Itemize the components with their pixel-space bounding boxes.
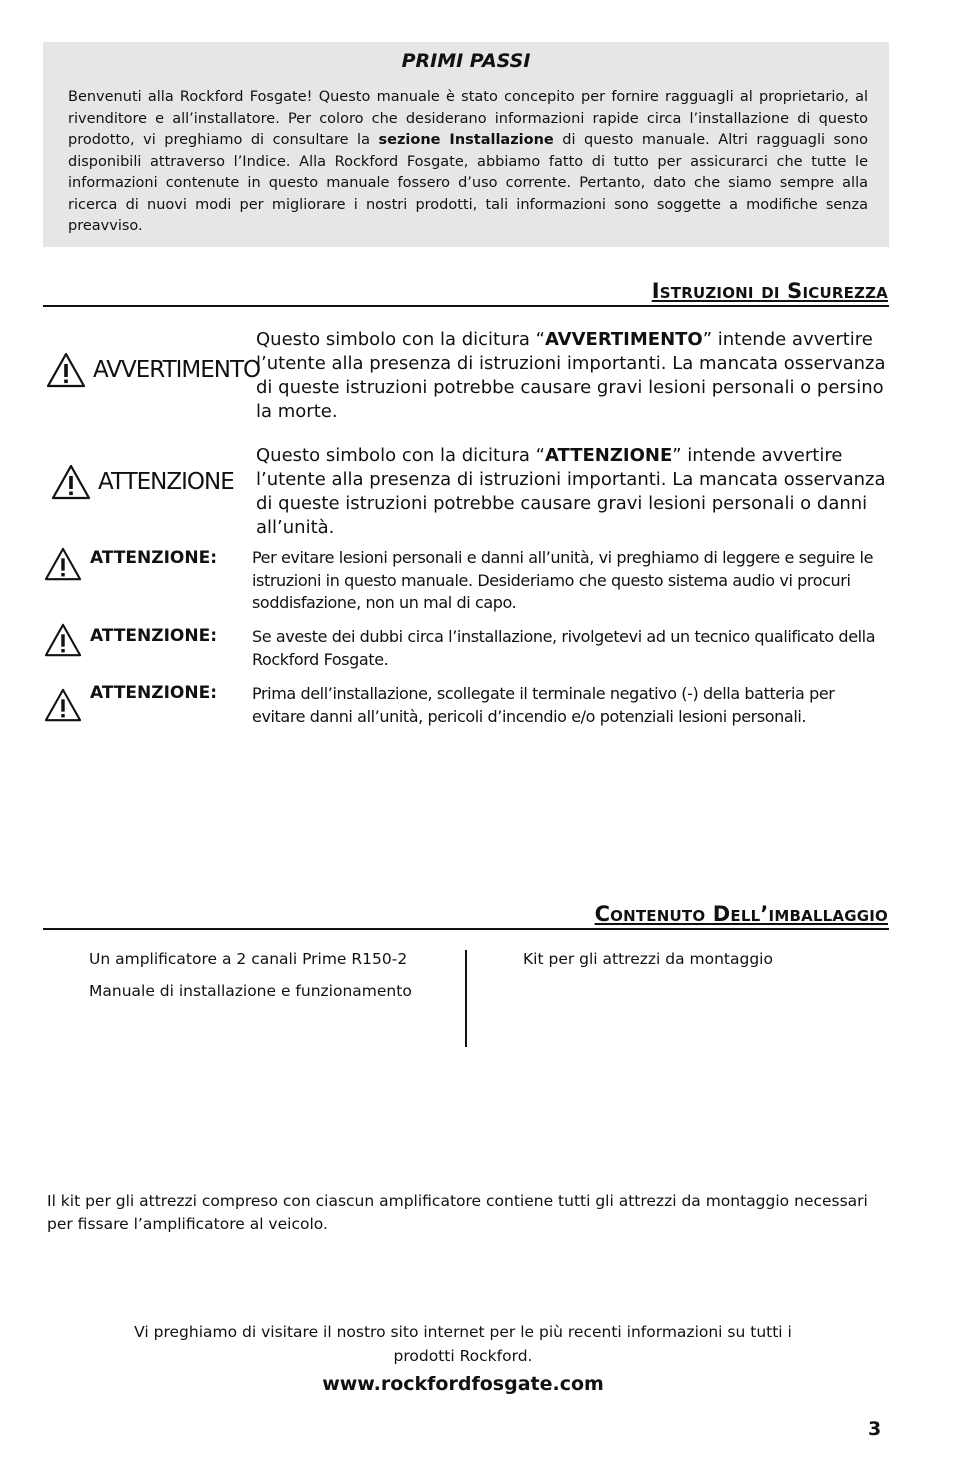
kit-note: Il kit per gli attrezzi compreso con ciascun amplificatore contiene tutti gli attrezzi da montaggio necessari per fissare l’amplificatore al veicolo. (47, 1192, 868, 1233)
warning-triangle-icon (43, 622, 83, 658)
intro-text-bold: sezione Installazione (378, 132, 554, 148)
caution-label: ATTENZIONE: (90, 683, 218, 703)
intro-text-part1: Benvenuti alla Rockford Fosgate! Questo manuale è stato concepito per fornire ragguagli al proprietario, al rivenditore e all’installatore. Per coloro che desiderano informazioni rapide circa l’installazione di questo prodotto, vi preghiamo di consultare la (68, 89, 868, 148)
attenzione-symbol-word: ATTENZIONE (98, 469, 234, 495)
avvertimento-symbol-word: AVVERTIMENTO (93, 357, 261, 383)
avvertimento-text (256, 328, 886, 424)
caution-label: ATTENZIONE: (90, 548, 218, 568)
warning-triangle-icon (50, 463, 92, 501)
warning-triangle-icon (43, 546, 83, 582)
caution-text: Per evitare lesioni personali e danni all’unità, vi preghiamo di leggere e seguire le istruzioni in questo manuale. Desideriamo che questo sistema audio vi procuri soddisfazione, non un mal di capo. (252, 548, 874, 612)
safety-heading: Istruzioni di Sicurezza (651, 279, 888, 303)
avvertimento-text-bold: AVVERTIMENTO (544, 329, 703, 350)
visit-text (43, 1320, 883, 1368)
website-link[interactable]: www.rockfordfosgate.com (322, 1373, 604, 1395)
warning-triangle-icon (45, 351, 87, 389)
warning-triangle-icon (43, 687, 83, 723)
caution-text: Prima dell’installazione, scollegate il terminale negativo (-) della batteria per evitare danni all’unità, pericoli d’incendio e/o potenziali lesioni personali. (252, 684, 835, 726)
contents-item: Manuale di installazione e funzionamento (89, 982, 412, 1000)
contents-item: Kit per gli attrezzi da montaggio (523, 950, 773, 968)
attenzione-text-bold: ATTENZIONE (544, 445, 673, 466)
intro-box (43, 42, 889, 247)
intro-text (68, 87, 868, 238)
avvertimento-text-part2: ” intende avvertire l’utente alla presenza di istruzioni importanti. La mancata osservanza di queste istruzioni potrebbe causare gravi lesioni personali o persino la morte. (256, 329, 886, 422)
intro-text-part2: di questo manuale. Altri ragguagli sono disponibili attraverso l’Indice. Alla Rockford Fosgate, abbiamo fatto di tutto per assicurarci che tutte le informazioni contenute in questo manuale fossero d’uso corrente. Pertanto, dato che siamo sempre alla ricerca di nuovi modi per migliorare i nostri prodotti, tali informazioni sono soggette a modifiche senza preavviso. (68, 132, 869, 234)
attenzione-text-part1: Questo simbolo con la dicitura “ (256, 445, 545, 466)
contents-item: Un amplificatore a 2 canali Prime R150-2 (89, 950, 408, 968)
caution-label: ATTENZIONE: (90, 626, 218, 646)
contents-rule (43, 928, 889, 930)
attenzione-text (256, 444, 886, 540)
visit-text-content: Vi preghiamo di visitare il nostro sito internet per le più recenti informazioni su tutti i prodotti Rockford. (134, 1323, 792, 1365)
contents-heading: Contenuto Dell’imballaggio (594, 902, 888, 926)
caution-text: Se aveste dei dubbi circa l’installazione, rivolgetevi ad un tecnico qualificato della Rockford Fosgate. (252, 627, 876, 669)
avvertimento-text-part1: Questo simbolo con la dicitura “ (256, 329, 545, 350)
intro-title: PRIMI PASSI (401, 50, 531, 72)
contents-divider (465, 950, 467, 1047)
attenzione-text-part2: ” intende avvertire l’utente alla presenza di istruzioni importanti. La mancata osservanza di queste istruzioni potrebbe causare gravi lesioni personali o danni all’unità. (256, 445, 886, 538)
avvertimento-symbol (45, 351, 260, 389)
safety-rule (43, 305, 889, 307)
attenzione-symbol (50, 463, 234, 501)
page-number: 3 (868, 1418, 882, 1440)
